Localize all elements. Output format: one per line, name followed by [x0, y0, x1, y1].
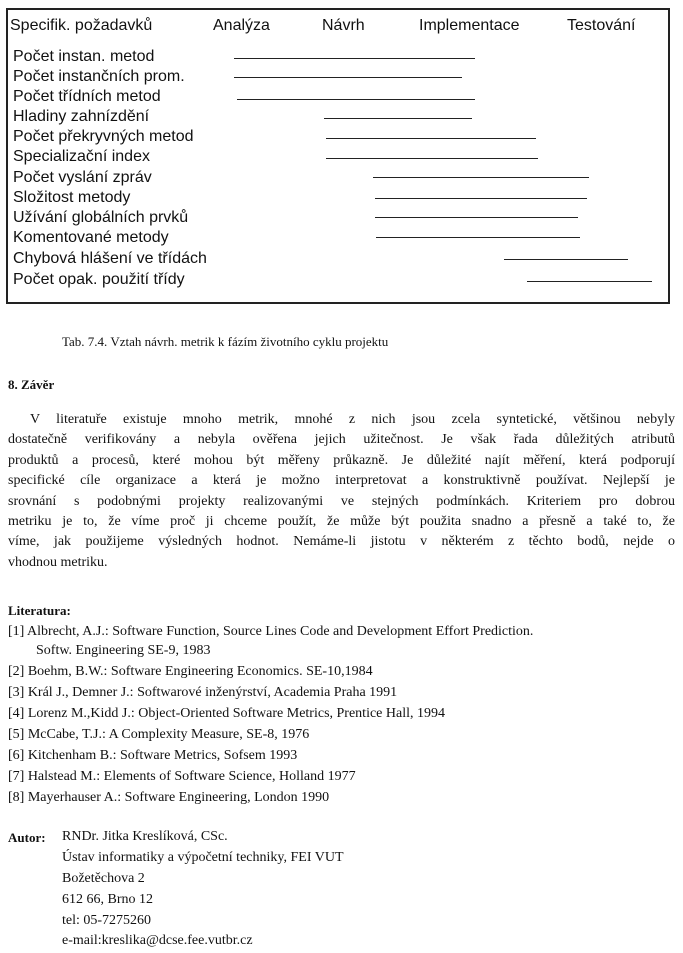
paragraph-line: víme, jak použijeme výsledných hodnot. Nemáme-li jistotu v některém z těchto bodů, nejde o: [8, 534, 675, 550]
metric-row-label: Počet vyslání zpráv: [13, 169, 152, 186]
reference-item: [8] Mayerhauser A.: Software Engineering, London 1990: [8, 790, 330, 805]
table-caption: Tab. 7.4. Vztah návrh. metrik k fázím životního cyklu projektu: [62, 334, 389, 349]
phase-range-bar: [373, 177, 589, 178]
author-institute: Ústav informatiky a výpočetní techniky, FEI VUT: [62, 850, 344, 865]
reference-item: [3] Král J., Demner J.: Softwarové inženýrství, Academia Praha 1991: [8, 685, 398, 700]
reference-item: [4] Lorenz M.,Kidd J.: Object-Oriented Software Metrics, Prentice Hall, 1994: [8, 706, 445, 721]
phase-range-bar: [326, 138, 536, 139]
author-name: RNDr. Jitka Kreslíková, CSc.: [62, 829, 228, 844]
metric-row-label: Komentované metody: [13, 229, 169, 246]
metric-row-label: Složitost metody: [13, 189, 131, 206]
reference-item-continuation: Softw. Engineering SE-9, 1983: [36, 643, 211, 658]
phase-range-bar: [234, 58, 475, 59]
literature-title: Literatura:: [8, 603, 71, 618]
metric-row-label: Specializační index: [13, 148, 150, 165]
reference-item: [6] Kitchenham B.: Software Metrics, Sofsem 1993: [8, 748, 298, 763]
phase-range-bar: [504, 259, 628, 260]
metric-row-label: Počet třídních metod: [13, 88, 161, 105]
phase-range-bar: [234, 77, 462, 78]
reference-item: [2] Boehm, B.W.: Software Engineering Economics. SE-10,1984: [8, 664, 373, 679]
paragraph-line: dostatečně verifikovány a nebyla ověřena jejich užitečnost. Je však řada důležitých atributů: [8, 432, 675, 448]
reference-item: [7] Halstead M.: Elements of Software Science, Holland 1977: [8, 769, 356, 784]
phase-range-bar: [237, 99, 475, 100]
header-implementation: Implementace: [419, 17, 520, 34]
header-requirements: Specifik. požadavků: [10, 17, 153, 34]
paragraph-line: specifické cíle organizace a která je možno interpretovat a konstruktivně používat. Nejlepší je: [8, 473, 675, 489]
paragraph-line: srovnání s podobnými projekty realizovanými ve stejných podmínkách. Kriteriem pro dobrou: [8, 493, 675, 509]
metric-row-label: Chybová hlášení ve třídách: [13, 250, 207, 267]
phase-range-bar: [375, 198, 587, 199]
phase-range-bar: [376, 237, 580, 238]
conclusion-paragraph: [8, 410, 675, 573]
author-email: e-mail:kreslika@dcse.fee.vutbr.cz: [62, 933, 253, 948]
phase-range-bar: [375, 217, 578, 218]
phase-range-bar: [326, 158, 538, 159]
reference-item: [5] McCabe, T.J.: A Complexity Measure, SE-8, 1976: [8, 727, 310, 742]
metric-row-label: Počet překryvných metod: [13, 128, 194, 145]
paragraph-line: V literatuře existuje mnoho metrik, mnohé z nich jsou zcela syntetické, většinou nebyly: [30, 412, 675, 427]
paragraph-line: produktů a procesů, které mohou být měřeny průkazně. Je důležité najít měření, která podporují: [8, 452, 675, 468]
phase-range-bar: [324, 118, 472, 119]
metric-row-label: Počet instan. metod: [13, 48, 155, 65]
reference-item: [1] Albrecht, A.J.: Software Function, Source Lines Code and Development Effort Prediction.: [8, 624, 534, 639]
header-analysis: Analýza: [213, 17, 270, 34]
header-testing: Testování: [567, 17, 636, 34]
header-design: Návrh: [322, 17, 365, 34]
metric-row-label: Počet opak. použití třídy: [13, 271, 185, 288]
metric-row-label: Užívání globálních prvků: [13, 209, 189, 226]
author-city: 612 66, Brno 12: [62, 892, 153, 907]
phase-range-bar: [527, 281, 652, 282]
author-street: Božetěchova 2: [62, 871, 145, 886]
section-title: 8. Závěr: [8, 377, 55, 392]
paragraph-line: metriku je to, že víme proč ji chceme použít, že může být použita snadno a přesně a také to, že: [8, 514, 675, 530]
author-phone: tel: 05-7275260: [62, 913, 152, 928]
metric-row-label: Počet instančních prom.: [13, 68, 185, 85]
metric-row-label: Hladiny zahnízdění: [13, 108, 150, 125]
author-label: Autor:: [8, 830, 46, 845]
paragraph-line: vhodnou metriku.: [8, 554, 108, 570]
